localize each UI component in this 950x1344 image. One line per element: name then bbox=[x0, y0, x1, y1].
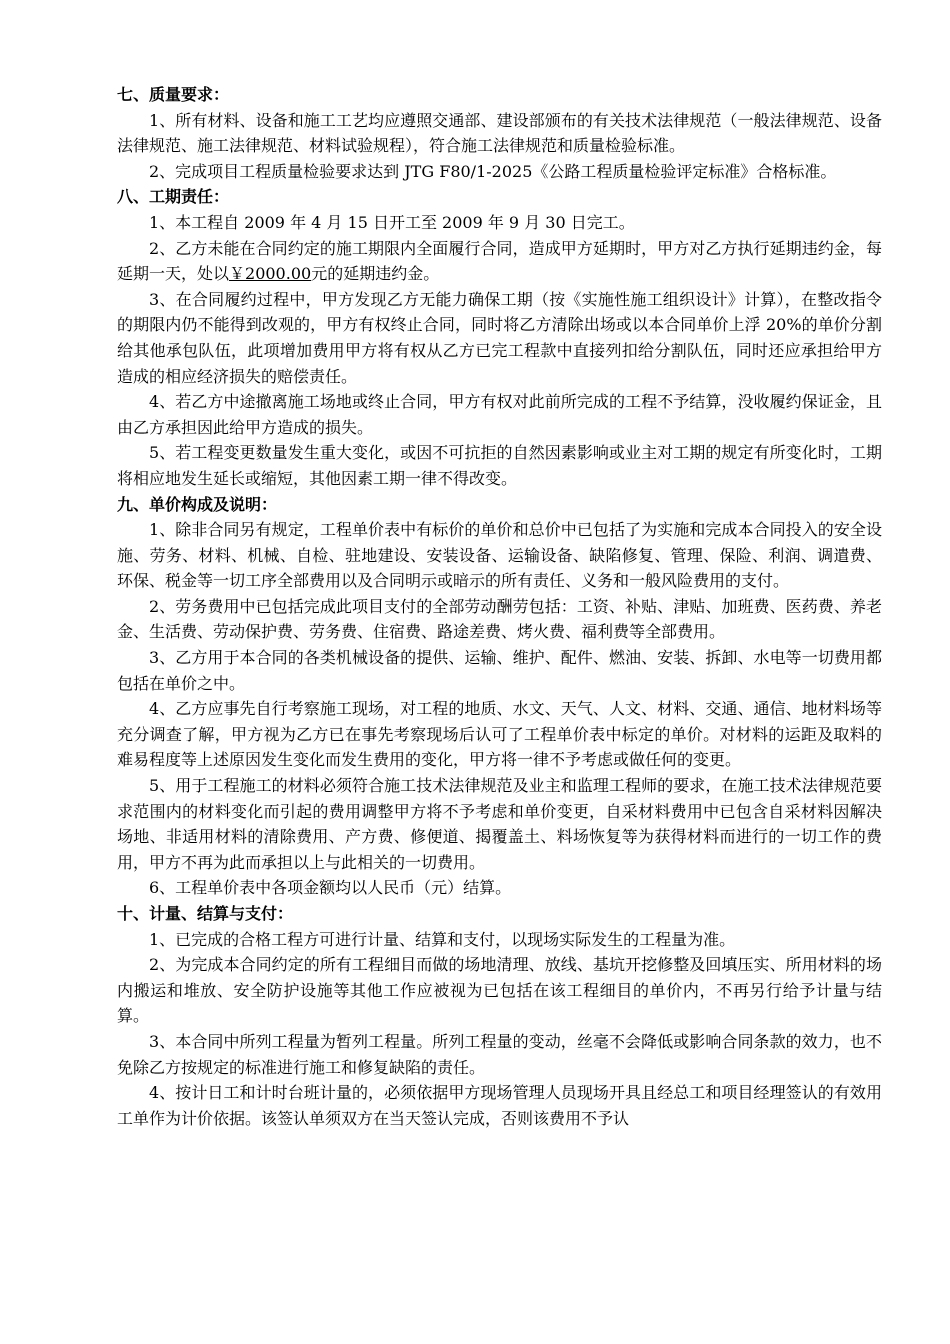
section-measurement-payment bbox=[117, 901, 882, 1131]
section-heading: 九、单价构成及说明： bbox=[117, 494, 278, 514]
section-heading: 八、工期责任： bbox=[117, 187, 230, 207]
paragraph: 2、完成项目工程质量检验要求达到 JTG F80/1-2025《公路工程质量检验评定标准》合格标准。 bbox=[149, 161, 837, 181]
paragraph: 1、除非合同另有规定，工程单价表中有标价的单价和总价中已包括了为实施和完成本合同投入的安全设施、劳务、材料、机械、自检、驻地建设、安装设备、运输设备、缺陷修复、管理、保险、利润、调遣费、环保、税金等一切工序全部费用以及合同明示或暗示的所有责任、义务和一般风险费用的支付。 bbox=[117, 520, 882, 591]
paragraph: 4、若乙方中途撤离施工场地或终止合同，甲方有权对此前所完成的工程不予结算，没收履约保证金，且由乙方承担因此给甲方造成的损失。 bbox=[117, 392, 882, 437]
penalty-text-after: 元的延期违约金。 bbox=[311, 264, 440, 284]
document-page bbox=[117, 82, 882, 1131]
section-heading: 十、计量、结算与支付： bbox=[117, 904, 294, 923]
section-heading: 七、质量要求： bbox=[117, 85, 230, 104]
penalty-text-before: 2、乙方未能在合同约定的施工期限内全面履行合同，造成甲方延期时，甲方对乙方执行延期违约金，每延期一天，处以 bbox=[117, 238, 882, 284]
section-schedule bbox=[117, 184, 882, 491]
paragraph: 1、所有材料、设备和施工工艺均应遵照交通部、建设部颁布的有关技术法律规范（一般法律规范、设备法律规范、施工法律规范、材料试验规程），符合施工法律规范和质量检验标准。 bbox=[117, 110, 882, 156]
paragraph: 2、劳务费用中已包括完成此项目支付的全部劳动酬劳包括：工资、补贴、津贴、加班费、医药费、养老金、生活费、劳动保护费、劳务费、住宿费、路途差费、烤火费、福利费等全部费用。 bbox=[117, 596, 882, 642]
paragraph: 3、在合同履约过程中，甲方发现乙方无能力确保工期（按《实施性施工组织设计》计算），在整改指令的期限内仍不能得到改观的，甲方有权终止合同，同时将乙方清除出场或以本合同单价上浮 20%的单价分割给其他承包队伍，此项增加费用甲方将有权从乙方已完工程款中直接列扣给分割队伍，同时还应承担给甲方造成的相应经济损失的赔偿责任。 bbox=[117, 289, 882, 386]
section-unit-price bbox=[117, 492, 882, 902]
paragraph-penalty bbox=[117, 236, 882, 287]
paragraph: 1、本工程自 2009 年 4 月 15 日开工至 2009 年 9 月 30 日完工。 bbox=[149, 212, 635, 232]
paragraph: 1、已完成的合格工程方可进行计量、结算和支付，以现场实际发生的工程量为准。 bbox=[149, 929, 736, 949]
paragraph: 6、工程单价表中各项金额均以人民币（元）结算。 bbox=[149, 878, 512, 898]
paragraph: 2、为完成本合同约定的所有工程细目而做的场地清理、放线、基坑开挖修整及回填压实、所用材料的场内搬运和堆放、安全防护设施等其他工作应被视为已包括在该工程细目的单价内，不再另行给予计量与结算。 bbox=[117, 955, 882, 1026]
paragraph: 5、用于工程施工的材料必须符合施工技术法律规范及业主和监理工程师的要求，在施工技术法律规范要求范围内的材料变化而引起的费用调整甲方将不予考虑和单价变更，自采材料费用中已包含自采材料因解决场地、非适用材料的清除费用、产方费、修便道、揭覆盖土、料场恢复等为获得材料而进行的一切工作的费用，甲方不再为此而承担以上与此相关的一切费用。 bbox=[117, 776, 882, 872]
section-quality bbox=[117, 82, 882, 184]
paragraph: 3、乙方用于本合同的各类机械设备的提供、运输、维护、配件、燃油、安装、拆卸、水电等一切费用都包括在单价之中。 bbox=[117, 648, 882, 693]
paragraph: 4、按计日工和计时台班计量的，必须依据甲方现场管理人员现场开具且经总工和项目经理签认的有效用工单作为计价依据。该签认单须双方在当天签认完成，否则该费用不予认 bbox=[117, 1083, 882, 1128]
paragraph: 5、若工程变更数量发生重大变化，或因不可抗拒的自然因素影响或业主对工期的规定有所变化时，工期将相应地发生延长或缩短，其他因素工期一律不得改变。 bbox=[117, 443, 882, 488]
paragraph: 3、本合同中所列工程量为暂列工程量。所列工程量的变动，丝毫不会降低或影响合同条款的效力，也不免除乙方按规定的标准进行施工和修复缺陷的责任。 bbox=[117, 1031, 882, 1077]
paragraph: 4、乙方应事先自行考察施工现场，对工程的地质、水文、天气、人文、材料、交通、通信、地材料场等充分调查了解，甲方视为乙方已在事先考察现场后认可了工程单价表中标定的单价。对材料的运距及取料的难易程度等上述原因发生变化而发生费用的变化，甲方将一律不予考虑或做任何的变更。 bbox=[117, 699, 882, 770]
penalty-amount: ￥2000.00 bbox=[229, 264, 312, 284]
